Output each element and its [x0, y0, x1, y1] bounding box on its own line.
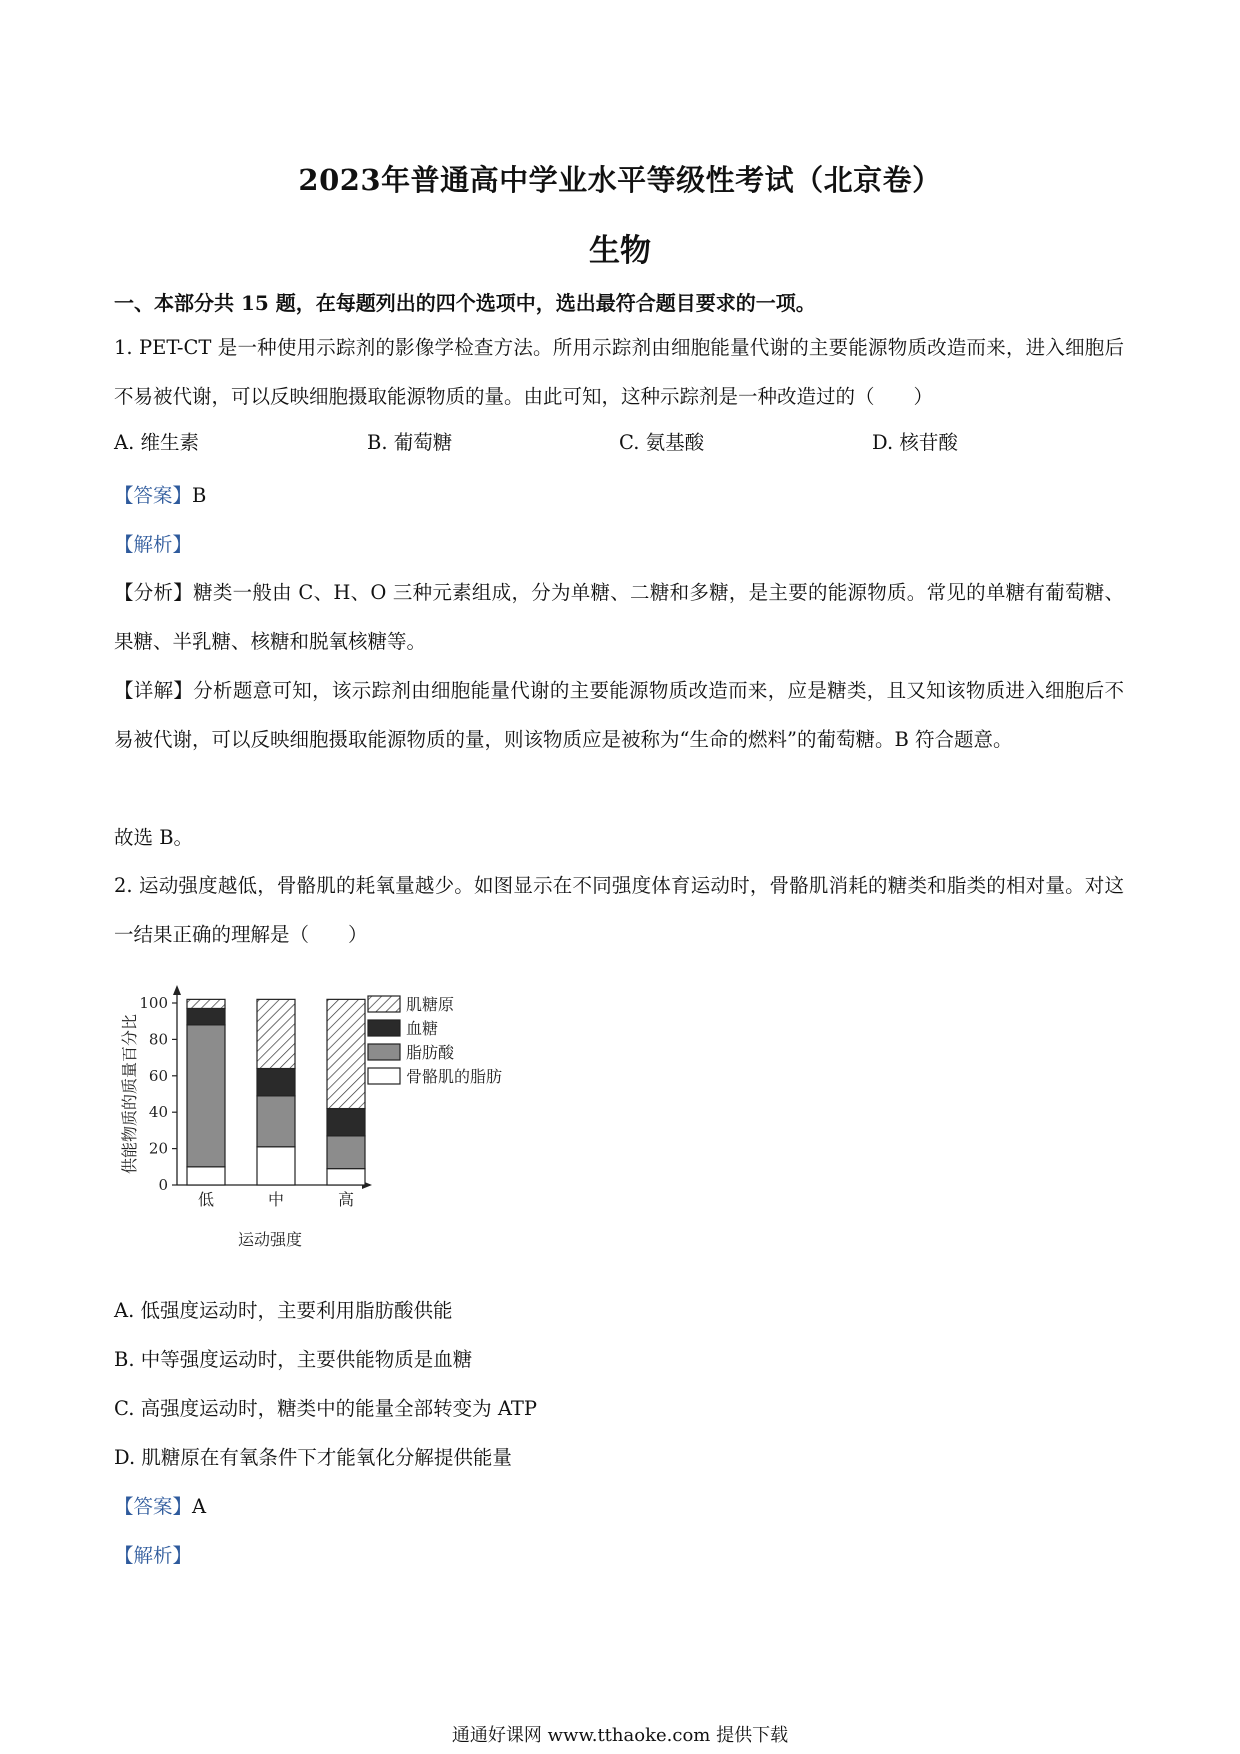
q1-fenxi: [114, 568, 1124, 666]
legend-label: 骨骼肌的脂肪: [406, 1067, 503, 1086]
analysis-tag: 【解析】: [114, 1544, 193, 1567]
y-tick-label: 0: [158, 1176, 168, 1194]
fenxi-tag: 【分析】: [114, 581, 194, 604]
q1-option-c: C. 氨基酸: [619, 431, 705, 454]
y-axis-arrow-icon: [173, 985, 181, 995]
answer-value: B: [192, 484, 207, 507]
q1-conclusion: 故选 B。: [114, 826, 194, 849]
q1-analysis-tag: [114, 529, 192, 557]
q1-xiangjie: [114, 666, 1124, 764]
answer-value: A: [192, 1495, 207, 1518]
legend-label: 脂肪酸: [406, 1043, 455, 1062]
xiangjie-text: 分析题意可知，该示踪剂由细胞能量代谢的主要能源物质改造而来，应是糖类，且又知该物质进入细胞后不易被代谢，可以反映细胞摄取能源物质的量，则该物质应是被称为“生命的燃料”的葡萄糖。B 符合题意。: [114, 679, 1124, 751]
bar-segment: [187, 1008, 225, 1024]
q2-option-c: C. 高强度运动时，糖类中的能量全部转变为 ATP: [114, 1397, 537, 1420]
legend-label: 血糖: [406, 1019, 439, 1038]
bar-segment: [187, 1025, 225, 1167]
legend-swatch: [368, 1020, 400, 1036]
bar-segment: [257, 999, 295, 1068]
bar-segment: [187, 999, 225, 1008]
bar-segment: [327, 1136, 365, 1169]
legend-swatch: [368, 1068, 400, 1084]
q1-answer: [114, 480, 206, 508]
bar-segment: [257, 1147, 295, 1185]
bar-segment: [257, 1096, 295, 1147]
y-tick-label: 20: [148, 1139, 168, 1158]
legend-swatch: [368, 1044, 400, 1060]
q1-stem: 1. PET-CT 是一种使用示踪剂的影像学检查方法。所用示踪剂由细胞能量代谢的主要能源物质改造而来，进入细胞后不易被代谢，可以反映细胞摄取能源物质的量。由此可知，这种示踪剂是一种改造过的（ ）: [114, 336, 1124, 408]
legend-swatch: [368, 996, 400, 1012]
q1-option-d: D. 核苷酸: [872, 431, 958, 454]
footer-watermark: 通通好课网 www.tthaoke.com 提供下载: [451, 1725, 789, 1746]
bar-segment: [327, 999, 365, 1108]
fenxi-text: 糖类一般由 C、H、O 三种元素组成，分为单糖、二糖和多糖，是主要的能源物质。常见的单糖有葡萄糖、果糖、半乳糖、核糖和脱氧核糖等。: [114, 581, 1124, 653]
q1-option-a: A. 维生素: [114, 431, 199, 454]
y-tick-label: 40: [148, 1103, 168, 1122]
q2-stem: 2. 运动强度越低，骨骼肌的耗氧量越少。如图显示在不同强度体育运动时，骨骼肌消耗的糖类和脂类的相对量。对这一结果正确的理解是（ ）: [114, 874, 1124, 946]
q1-option-b: B. 葡萄糖: [367, 431, 453, 454]
q2-answer: [114, 1491, 206, 1519]
analysis-tag: 【解析】: [114, 533, 193, 556]
answer-tag: 【答案】: [114, 484, 193, 507]
bar-segment: [327, 1169, 365, 1185]
q2-option-d: D. 肌糖原在有氧条件下才能氧化分解提供能量: [114, 1446, 512, 1469]
q2-option-b: B. 中等强度运动时，主要供能物质是血糖: [114, 1348, 473, 1371]
x-tick-label: 低: [197, 1190, 215, 1209]
q2-option-a: A. 低强度运动时，主要利用脂肪酸供能: [114, 1299, 453, 1322]
xiangjie-tag: 【详解】: [114, 679, 194, 702]
y-tick-label: 80: [148, 1030, 168, 1049]
x-tick-label: 高: [337, 1190, 355, 1209]
bar-segment: [187, 1167, 225, 1185]
subject-title: 生物: [589, 233, 651, 269]
bar-segment: [327, 1109, 365, 1136]
bar-segment: [257, 1069, 295, 1096]
legend-label: 肌糖原: [406, 995, 455, 1014]
y-tick-label: 60: [148, 1066, 168, 1085]
exam-title: 2023年普通高中学业水平等级性考试（北京卷）: [298, 163, 942, 197]
energy-source-chart: [120, 985, 605, 1275]
y-axis-label: 供能物质的质量百分比: [120, 1013, 139, 1175]
x-tick-label: 中: [267, 1190, 285, 1209]
q2-analysis-tag: [114, 1540, 192, 1568]
answer-tag: 【答案】: [114, 1495, 193, 1518]
y-tick-label: 100: [139, 994, 168, 1012]
x-axis-label: 运动强度: [237, 1230, 303, 1249]
section-heading: 一、本部分共 15 题，在每题列出的四个选项中，选出最符合题目要求的一项。: [114, 291, 816, 315]
